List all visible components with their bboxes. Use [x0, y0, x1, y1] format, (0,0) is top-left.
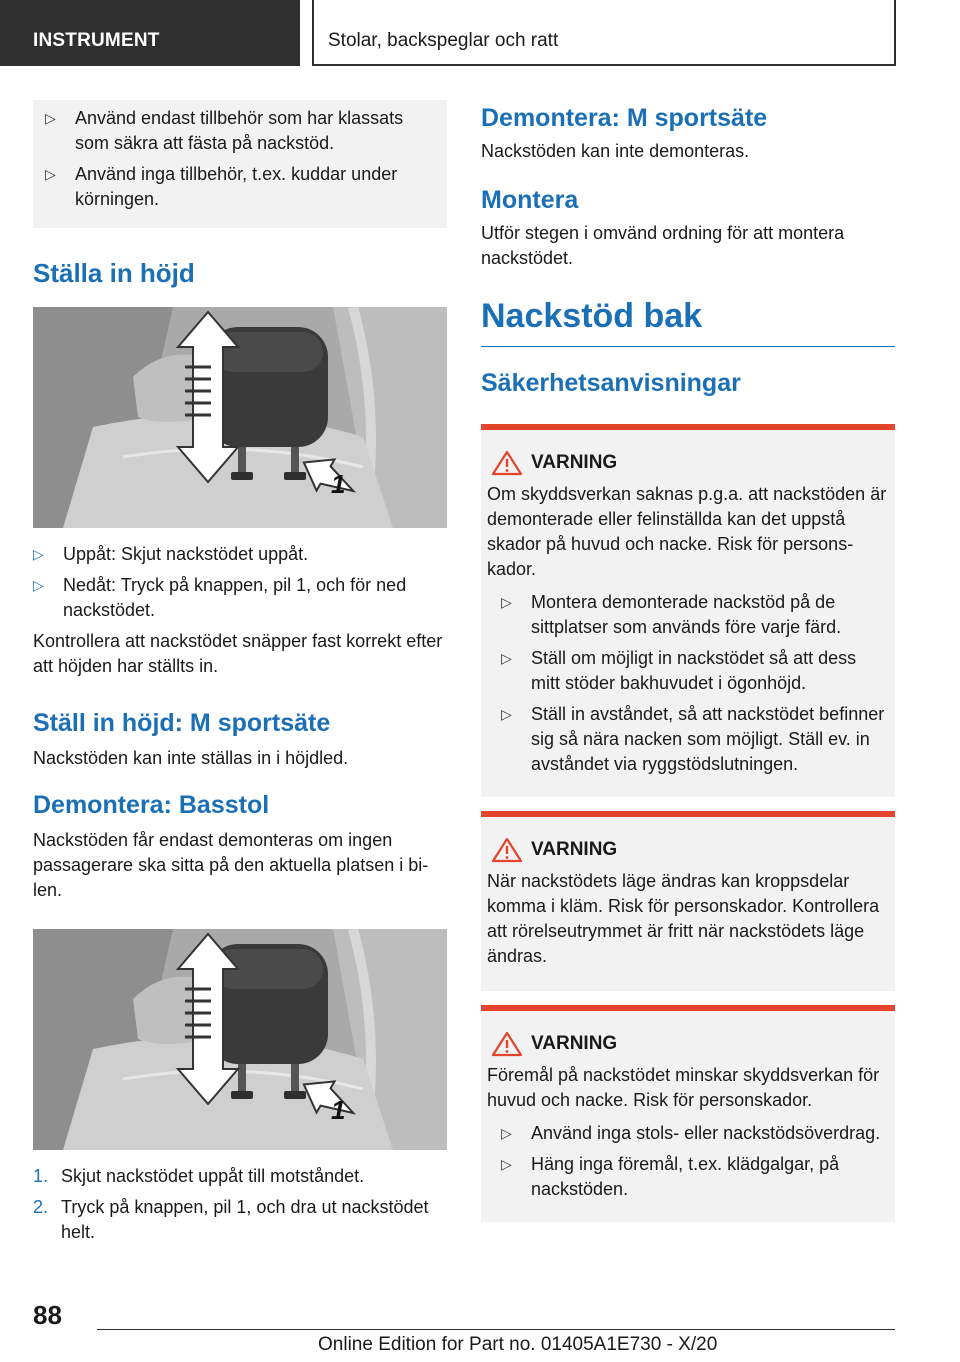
list-item: ▷ Montera demonterade nackstöd på de sittplatser som används före varje färd. — [501, 592, 842, 637]
bullet-triangle-icon: ▷ — [501, 1156, 512, 1172]
headrest-height-figure — [33, 307, 447, 528]
warning-list — [487, 1121, 889, 1202]
list-item: ▷ Ställ om möjligt in nackstödet så att dess mitt stöder bakhuvudet i ögonhöjd. — [501, 648, 857, 693]
heading-remove-base: Demontera: Basstol — [33, 791, 270, 819]
section-label: INSTRUMENT — [0, 0, 300, 66]
warning-triangle-icon — [491, 1031, 523, 1057]
bullet-triangle-icon: ▷ — [501, 1125, 512, 1141]
list-item: ▷ Använd inga tillbehör, t.ex. kuddar under körningen. — [45, 164, 398, 209]
headrest-remove-figure — [33, 929, 447, 1150]
headrest-illustration — [33, 929, 447, 1150]
list-item: ▷ Häng inga föremål, t.ex. klädgalgar, på nackstöden. — [501, 1154, 840, 1199]
right-column — [481, 100, 895, 1236]
warning-list — [487, 590, 889, 777]
warning-heading: VARNING — [487, 1031, 889, 1057]
list-item: ▷ Använd inga stols- eller nackstödsöverdrag. — [501, 1121, 889, 1146]
accessory-list — [45, 106, 435, 212]
heading-remove-msport: Demontera: M sportsäte — [481, 104, 768, 132]
page-header — [0, 0, 960, 66]
warning-text: Om skyddsverkan saknas p.g.a. att nackstöden är demonterade eller felinställda kan det uppstå skador på huvud och nacke. Risk för personskador. — [487, 484, 887, 579]
bullet-triangle-icon: ▷ — [45, 110, 56, 126]
accessory-note-box — [33, 100, 447, 228]
warning-text: När nackstödets läge ändras kan kroppsdelar komma i kläm. Risk för personskador. Kontrollera att rörelseutrymmet är fritt när nackstödets läge ändras. — [487, 871, 880, 966]
warning-heading: VARNING — [487, 450, 889, 476]
warning-box — [481, 424, 895, 797]
warning-triangle-icon — [491, 450, 523, 476]
heading-mount: Montera — [481, 186, 579, 214]
bullet-triangle-icon: ▷ — [501, 594, 512, 610]
warning-heading: VARNING — [487, 837, 889, 863]
height-instructions — [33, 542, 447, 623]
warning-box — [481, 1005, 895, 1222]
list-item: 2. Tryck på knappen, pil 1, och dra ut nackstödet helt. — [33, 1197, 429, 1242]
remove-base-paragraph: Nackstöden får endast demonteras om ingen passagerare ska sitta på den aktuella platsen i bilen. — [33, 830, 429, 900]
list-item: ▷ Ställ in avståndet, så att nackstödet befinner sig så nära nacken som möjligt. Ställ ev. in avståndet via ryggstödslutningen. — [501, 704, 885, 774]
heading-set-height: Ställa in höjd — [33, 258, 195, 288]
left-column — [33, 100, 447, 1251]
bullet-triangle-icon: ▷ — [501, 706, 512, 722]
footer-divider — [97, 1329, 895, 1330]
warning-box — [481, 811, 895, 991]
heading-safety: Säkerhetsanvisningar — [481, 369, 741, 397]
check-paragraph: Kontrollera att nackstödet snäpper fast korrekt efter att höjden har ställts in. — [33, 631, 443, 676]
bullet-triangle-icon: ▷ — [33, 577, 44, 593]
bullet-triangle-icon: ▷ — [45, 166, 56, 182]
list-item: ▷ Nedåt: Tryck på knappen, pil 1, och för ned nackstödet. — [33, 575, 407, 620]
warning-text: Föremål på nackstödet minskar skyddsverkan för huvud och nacke. Risk för personskador. — [487, 1065, 880, 1110]
list-item: 1. Skjut nackstödet uppåt till motståndet. — [33, 1166, 365, 1186]
remove-msport-paragraph: Nackstöden kan inte demonteras. — [481, 141, 750, 161]
bullet-triangle-icon: ▷ — [33, 546, 44, 562]
msport-paragraph: Nackstöden kan inte ställas in i höjdled. — [33, 748, 349, 768]
chapter-title: Stolar, backspeglar och ratt — [312, 0, 896, 66]
callout-label: 1 — [331, 1095, 346, 1125]
warning-triangle-icon — [491, 837, 523, 863]
page-number: 88 — [33, 1300, 62, 1330]
heading-rear-headrest: Nackstöd bak — [481, 297, 895, 347]
mount-paragraph: Utför stegen i omvänd ordning för att montera nackstödet. — [481, 223, 845, 268]
headrest-illustration — [33, 307, 447, 528]
heading-msport-height: Ställ in höjd: M sportsäte — [33, 709, 331, 737]
edition-text: Online Edition for Part no. 01405A1E730 - X/20 — [318, 1334, 718, 1355]
list-item: ▷ Uppåt: Skjut nackstödet uppåt. — [33, 542, 447, 567]
callout-label: 1 — [331, 469, 346, 499]
list-item: ▷ Använd endast tillbehör som har klassats som säkra att fästa på nackstöd. — [45, 108, 404, 153]
bullet-triangle-icon: ▷ — [501, 650, 512, 666]
removal-steps — [33, 1164, 447, 1245]
